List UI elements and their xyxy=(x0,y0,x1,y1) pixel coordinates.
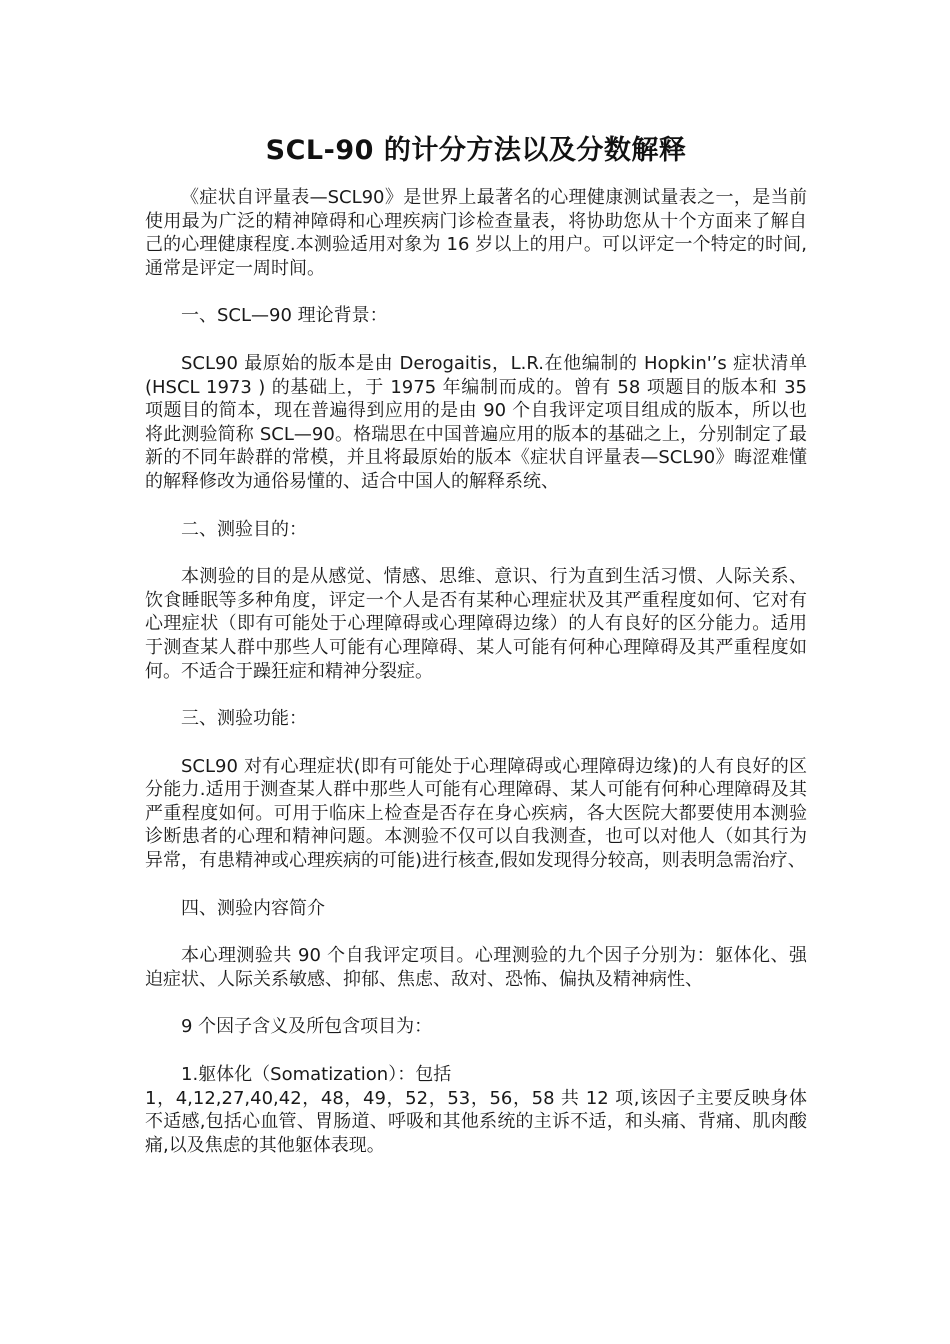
factor-1-rest: 1，4,12,27,40,42，48，49，52，53，56，58 共 12 项,该因子主要反映身体不适感,包括心血管、胃肠道、呼吸和其他系统的主诉不适，和头痛、背痛、肌肉酸痛,以及焦虑的其他躯体表现。 xyxy=(145,1087,807,1156)
intro-paragraph: 《症状自评量表—SCL90》是世界上最著名的心理健康测试量表之一，是当前使用最为广泛的精神障碍和心理疾病门诊检查量表，将协助您从十个方面来了解自己的心理健康程度.本测验适用对象为 16 岁以上的用户。可以评定一个特定的时间,通常是评定一周时间。 xyxy=(145,187,807,279)
factor-1-paragraph xyxy=(145,1063,807,1157)
factors-intro: 9 个因子含义及所包含项目为： xyxy=(181,1016,433,1038)
section-body-1-block xyxy=(145,352,807,494)
section-heading-content: 四、测验内容简介 xyxy=(181,897,325,919)
factor-1-lead: 1.躯体化（Somatization）：包括 xyxy=(181,1064,452,1086)
section-body-3-block xyxy=(145,755,807,873)
section-body-purpose: 本测验的目的是从感觉、情感、思维、意识、行为直到生活习惯、人际关系、饮食睡眠等多种角度，评定一个人是否有某种心理症状及其严重程度如何、它对有心理症状（即有可能处于心理障碍或心理障碍边缘）的人有良好的区分能力。适用于测查某人群中那些人可能有心理障碍、某人可能有何种心理障碍及其严重程度如何。不适合于躁狂症和精神分裂症。 xyxy=(145,566,807,682)
section-heading-1-block xyxy=(145,304,807,328)
section-body-background: SCL90 最原始的版本是由 Derogaitis，L.R.在他编制的 Hopkin'’s 症状清单(HSCL 1973 ) 的基础上，于 1975 年编制而成的。曾有 58 项题目的版本和 35 项题目的简本，现在普遍得到应用的是由 90 个自我评定项目组成的版本，所以也将此测验简称 SCL—90。格瑞思在中国普遍应用的版本的基础之上，分别制定了最新的不同年龄群的常模，并且将最原始的版本《症状自评量表—SCL90》晦涩难懂的解释修改为通俗易懂的、适合中国人的解释系统、 xyxy=(145,352,807,492)
section-heading-function: 三、测验功能： xyxy=(181,708,307,730)
section-body-function: SCL90 对有心理症状(即有可能处于心理障碍或心理障碍边缘)的人有良好的区分能力.适用于测查某人群中那些人可能有心理障碍、某人可能有何种心理障碍及其严重程度如何。可用于临床上检查是否存在身心疾病，各大医院大都要使用本测验诊断患者的心理和精神问题。本测验不仅可以自我测查，也可以对他人（如其行为异常，有患精神或心理疾病的可能)进行核查,假如发现得分较高，则表明急需治疗、 xyxy=(145,755,807,872)
intro-block xyxy=(145,186,807,280)
factor-1-block xyxy=(145,1063,807,1157)
section-body-2-block xyxy=(145,565,807,683)
section-heading-background: 一、SCL—90 理论背景： xyxy=(181,305,388,327)
section-heading-3-block xyxy=(145,707,807,731)
section-heading-4-block xyxy=(145,897,807,921)
document-page xyxy=(145,128,807,1181)
section-heading-purpose: 二、测验目的： xyxy=(181,518,307,540)
section-body-content: 本心理测验共 90 个自我评定项目。心理测验的九个因子分别为：躯体化、强迫症状、人际关系敏感、抑郁、焦虑、敌对、恐怖、偏执及精神病性、 xyxy=(145,945,807,990)
section-body-4-block xyxy=(145,944,807,991)
section-heading-2-block xyxy=(145,518,807,542)
factors-intro-block xyxy=(145,1015,807,1039)
document-title: SCL-90 的计分方法以及分数解释 xyxy=(265,135,687,166)
